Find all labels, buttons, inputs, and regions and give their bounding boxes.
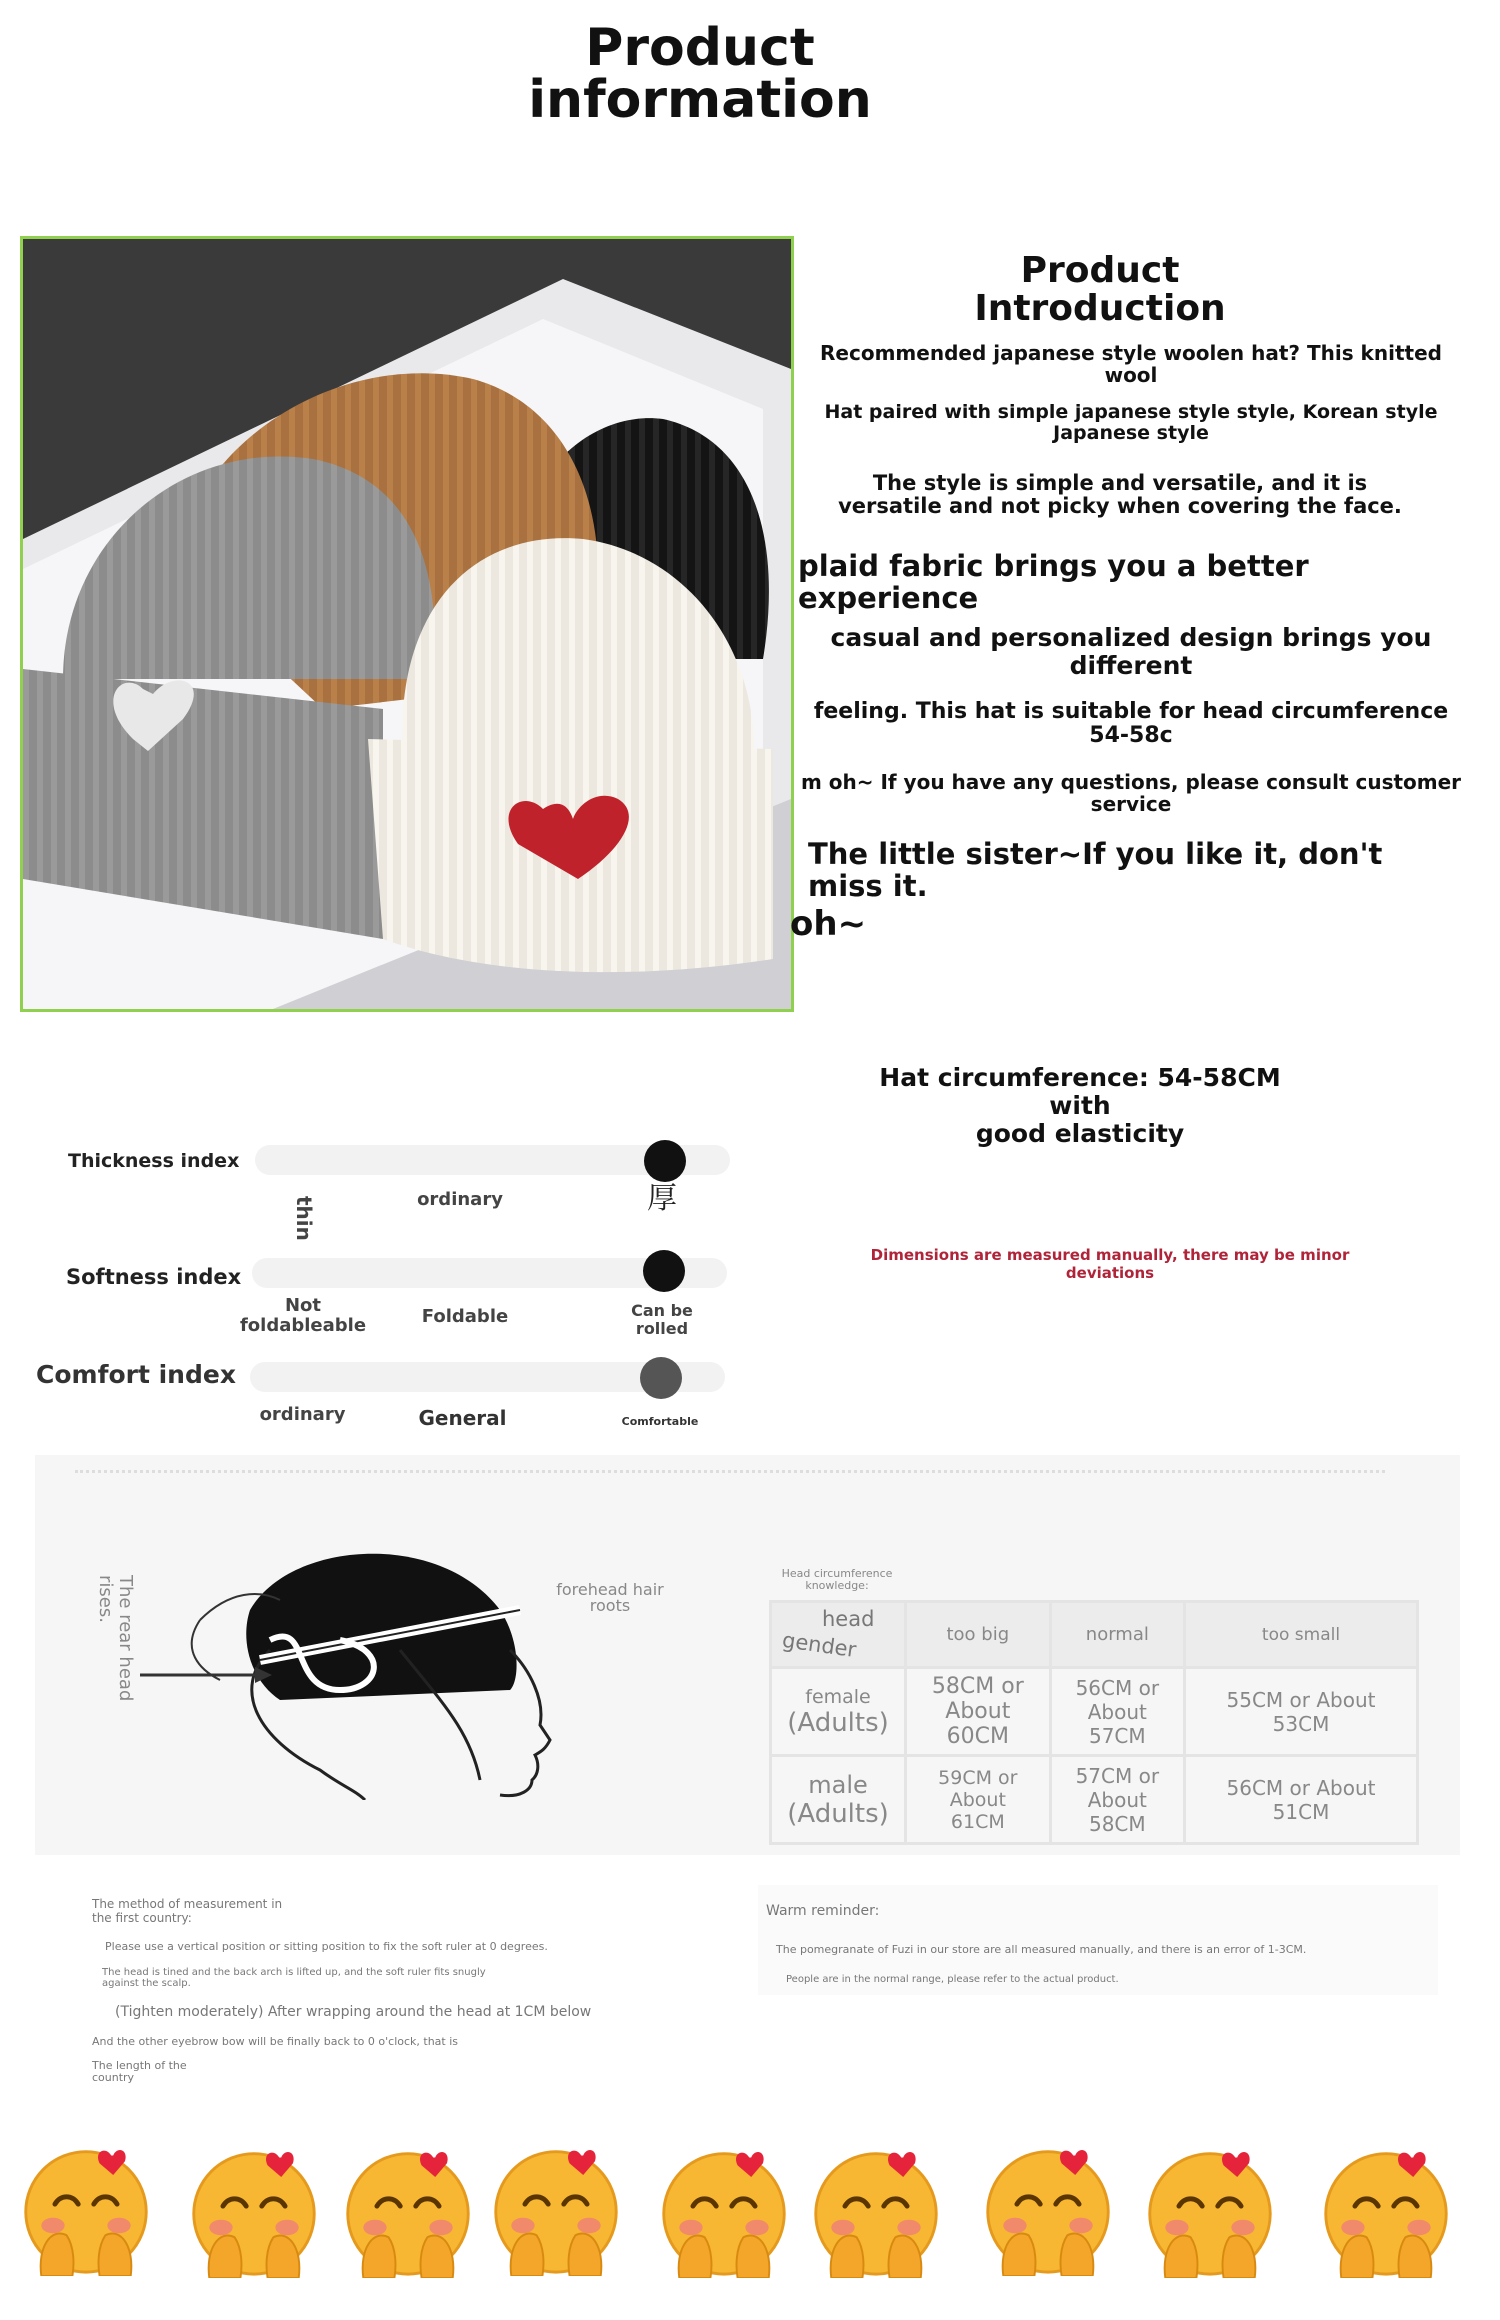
reminder-line-2: People are in the normal range, please refer to the actual product. bbox=[786, 1974, 1119, 1985]
blush-emoji-icon bbox=[488, 2140, 624, 2276]
blush-emoji-icon bbox=[1142, 2142, 1278, 2278]
intro-line-9: oh~ bbox=[790, 904, 867, 944]
emoji-row bbox=[18, 2140, 1478, 2310]
blush-emoji-icon bbox=[186, 2142, 322, 2278]
gender-female-sub: (Adults) bbox=[787, 1707, 889, 1738]
circumference-note bbox=[850, 1064, 1310, 1148]
page-title-line2: information bbox=[528, 70, 872, 130]
blush-emoji-icon bbox=[980, 2140, 1116, 2276]
forehead-label: forehead hair roots bbox=[556, 1580, 664, 1615]
page-title bbox=[0, 18, 1400, 130]
col-too-small: too small bbox=[1185, 1602, 1418, 1668]
softness-index-indicator bbox=[643, 1250, 685, 1292]
softness-option-rollable: Can be rolled bbox=[631, 1301, 693, 1338]
method-step-2: The head is tined and the back arch is lifted up, and the soft ruler fits snugly against the scalp. bbox=[102, 1967, 486, 1989]
blush-emoji-icon bbox=[1318, 2142, 1454, 2278]
product-photo bbox=[20, 236, 794, 1012]
beanie-illustration bbox=[23, 239, 791, 1009]
comfort-index-label: Comfort index bbox=[36, 1360, 236, 1389]
page-title-line1: Product bbox=[585, 18, 815, 78]
intro-title-line1: Product bbox=[1020, 250, 1180, 291]
comfort-index-indicator bbox=[640, 1357, 682, 1399]
intro-line-8: The little sister~If you like it, don't miss it. bbox=[808, 837, 1383, 903]
gender-female: female bbox=[805, 1685, 871, 1708]
gender-male-sub: (Adults) bbox=[787, 1798, 889, 1829]
comfort-option-ordinary: ordinary bbox=[259, 1404, 346, 1425]
comfort-option-comfortable: Comfortable bbox=[621, 1415, 699, 1428]
method-step-3: (Tighten moderately) After wrapping around the head at 1CM below bbox=[115, 2004, 592, 2020]
method-step-4: And the other eyebrow bow will be finally back to 0 o'clock, that is bbox=[92, 2035, 459, 2048]
intro-line-5: casual and personalized design brings you different bbox=[830, 623, 1432, 680]
blush-emoji-icon bbox=[808, 2142, 944, 2278]
cell-male-too-small: 56CM or About 51CM bbox=[1185, 1756, 1418, 1844]
col-too-big: too big bbox=[906, 1602, 1051, 1668]
thickness-index-indicator bbox=[644, 1140, 686, 1182]
blush-emoji-icon bbox=[656, 2142, 792, 2278]
intro-line-2: Hat paired with simple japanese style style, Korean style Japanese style bbox=[824, 401, 1438, 444]
cell-male-too-big: 59CM or About 61CM bbox=[906, 1756, 1051, 1844]
dimensions-note: Dimensions are measured manually, there may be minor deviations bbox=[870, 1246, 1350, 1282]
method-step-1: Please use a vertical position or sitting position to fix the soft ruler at 0 degrees. bbox=[105, 1940, 548, 1953]
corner-head: head bbox=[822, 1607, 875, 1631]
comfort-option-general: General bbox=[418, 1406, 507, 1430]
corner-gender: gender bbox=[780, 1627, 858, 1663]
method-step-5: The length of the country bbox=[92, 2059, 187, 2084]
intro-title-line2: Introduction bbox=[974, 288, 1226, 329]
size-row-female bbox=[771, 1668, 1418, 1756]
intro-line-4: plaid fabric brings you a better experience bbox=[798, 549, 1309, 615]
intro-line-7: m oh~ If you have any questions, please consult customer service bbox=[800, 770, 1462, 816]
size-row-male bbox=[771, 1756, 1418, 1844]
thickness-index-label: Thickness index bbox=[68, 1150, 240, 1172]
intro-line-1: Recommended japanese style woolen hat? This knitted wool bbox=[820, 341, 1442, 387]
row-gender-cell bbox=[771, 1756, 906, 1844]
method-title: The method of measurement in the first country: bbox=[92, 1897, 283, 1925]
size-table-header bbox=[771, 1602, 1418, 1668]
reminder-title: Warm reminder: bbox=[766, 1903, 880, 1919]
softness-option-foldable: Foldable bbox=[421, 1306, 509, 1327]
thickness-option-ordinary: ordinary bbox=[417, 1189, 503, 1210]
softness-option-not-foldable: Not foldableable bbox=[239, 1295, 367, 1336]
reminder-line-1: The pomegranate of Fuzi in our store are all measured manually, and there is an error of 1-3CM. bbox=[776, 1943, 1307, 1956]
size-table bbox=[769, 1600, 1419, 1845]
intro-line-6: feeling. This hat is suitable for head circumference 54-58c bbox=[813, 699, 1449, 748]
thickness-option-thick: 厚 bbox=[647, 1181, 677, 1216]
thickness-option-thin: thin bbox=[292, 1196, 316, 1241]
softness-index-label: Softness index bbox=[66, 1265, 242, 1289]
rear-head-label: The rear head rises. bbox=[95, 1575, 136, 1702]
blush-emoji-icon bbox=[340, 2142, 476, 2278]
row-gender-cell bbox=[771, 1668, 906, 1756]
head-measurement-diagram bbox=[140, 1540, 560, 1800]
dotted-divider bbox=[75, 1470, 1385, 1473]
size-table-corner bbox=[771, 1602, 906, 1668]
blush-emoji-icon bbox=[18, 2140, 154, 2276]
col-normal: normal bbox=[1050, 1602, 1184, 1668]
cell-female-too-big: 58CM or About 60CM bbox=[906, 1668, 1051, 1756]
gender-male: male bbox=[808, 1770, 868, 1799]
cell-female-too-small: 55CM or About 53CM bbox=[1185, 1668, 1418, 1756]
intro-title bbox=[850, 252, 1350, 328]
size-table-caption: Head circumference knowledge: bbox=[781, 1567, 893, 1592]
cell-female-normal: 56CM or About 57CM bbox=[1050, 1668, 1184, 1756]
cell-male-normal: 57CM or About 58CM bbox=[1050, 1756, 1184, 1844]
intro-line-3: The style is simple and versatile, and it is versatile and not picky when covering the face. bbox=[838, 471, 1402, 518]
circumference-line1: Hat circumference: 54-58CM with bbox=[879, 1063, 1281, 1120]
circumference-line2: good elasticity bbox=[975, 1119, 1185, 1148]
